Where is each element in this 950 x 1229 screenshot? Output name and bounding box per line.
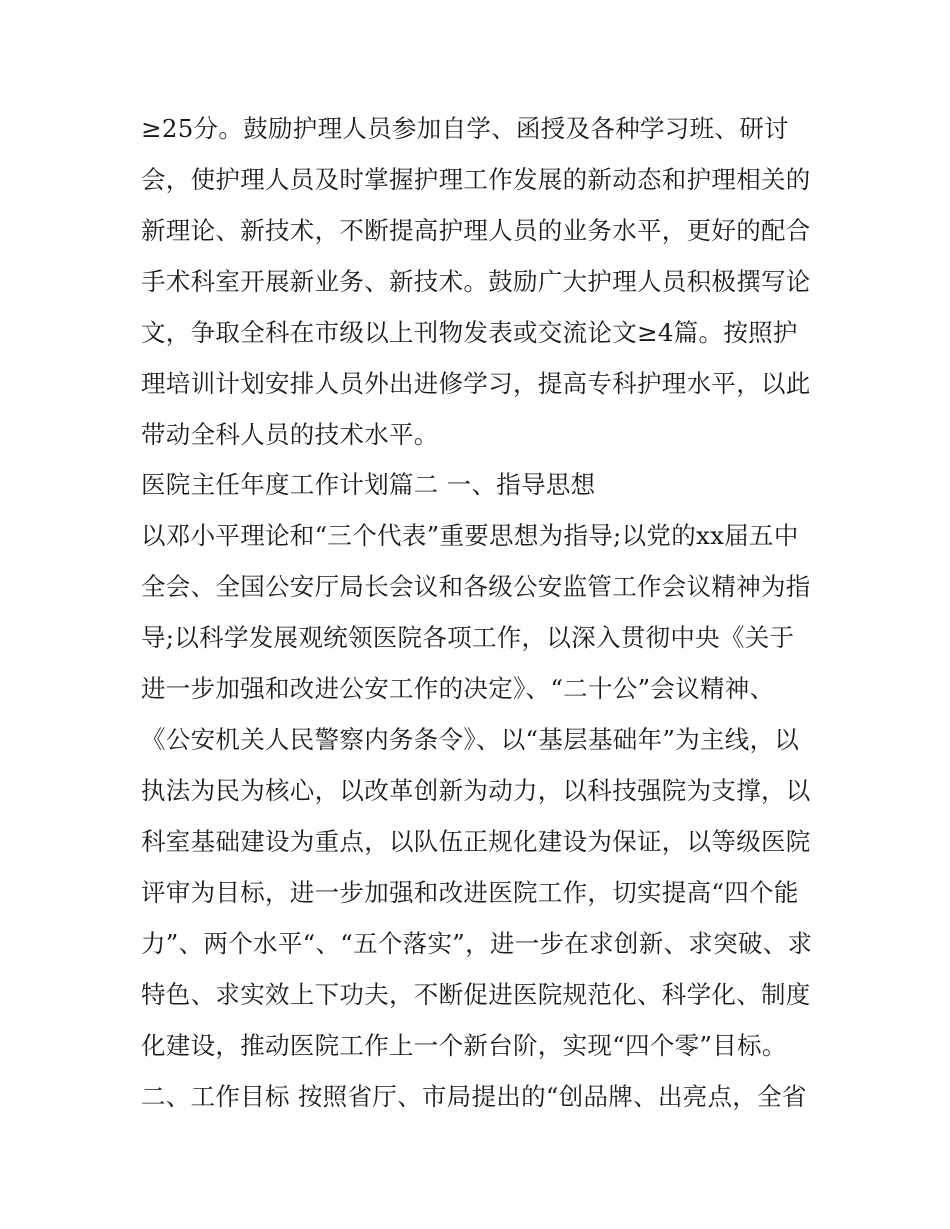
text-line: 力”、两个水平“、“五个落实”，进一步在求创新、求突破、求 — [141, 929, 813, 958]
text-line: 以邓小平理论和“三个代表”重要思想为指导;以党的xx届五中 — [141, 521, 799, 550]
text-line: 新理论、新技术，不断提高护理人员的业务水平，更好的配合 — [141, 216, 811, 245]
text-line: 会，使护理人员及时掌握护理工作发展的新动态和护理相关的 — [141, 165, 811, 194]
text-line: ≥25分。鼓励护理人员参加自学、函授及各种学习班、研讨 — [141, 114, 789, 143]
text-line: 文，争取全科在市级以上刊物发表或交流论文≥4篇。按照护 — [141, 318, 798, 347]
text-line: 进一步加强和改进公安工作的决定》、“二十公”会议精神、 — [141, 674, 775, 703]
text-line: 化建设，推动医院工作上一个新台阶，实现“四个零”目标。 — [141, 1031, 787, 1060]
text-line: 导;以科学发展观统领医院各项工作，以深入贯彻中央《关于 — [141, 623, 795, 652]
document-body — [141, 103, 821, 1122]
section-heading: 二、工作目标 按照省厅、市局提出的“创品牌、出亮点，全省 — [141, 1082, 807, 1111]
section-heading: 医院主任年度工作计划篇二 一、指导思想 — [141, 470, 596, 499]
text-line: 理培训计划安排人员外出进修学习，提高专科护理水平，以此 — [141, 369, 811, 398]
text-line: 科室基础建设为重点，以队伍正规化建设为保证，以等级医院 — [141, 827, 811, 856]
text-line: 手术科室开展新业务、新技术。鼓励广大护理人员积极撰写论 — [141, 267, 811, 296]
text-line: 带动全科人员的技术水平。 — [141, 420, 439, 449]
text-line: 特色、求实效上下功夫，不断促进医院规范化、科学化、制度 — [141, 980, 811, 1009]
text-line: 评审为目标，进一步加强和改进医院工作，切实提高“四个能 — [141, 878, 799, 907]
text-line: 执法为民为核心，以改革创新为动力，以科技强院为支撑，以 — [141, 776, 811, 805]
text-line: 《公安机关人民警察内务条令》、以“基层基础年”为主线，以 — [141, 725, 800, 754]
text-line: 全会、全国公安厅局长会议和各级公安监管工作会议精神为指 — [141, 572, 811, 601]
